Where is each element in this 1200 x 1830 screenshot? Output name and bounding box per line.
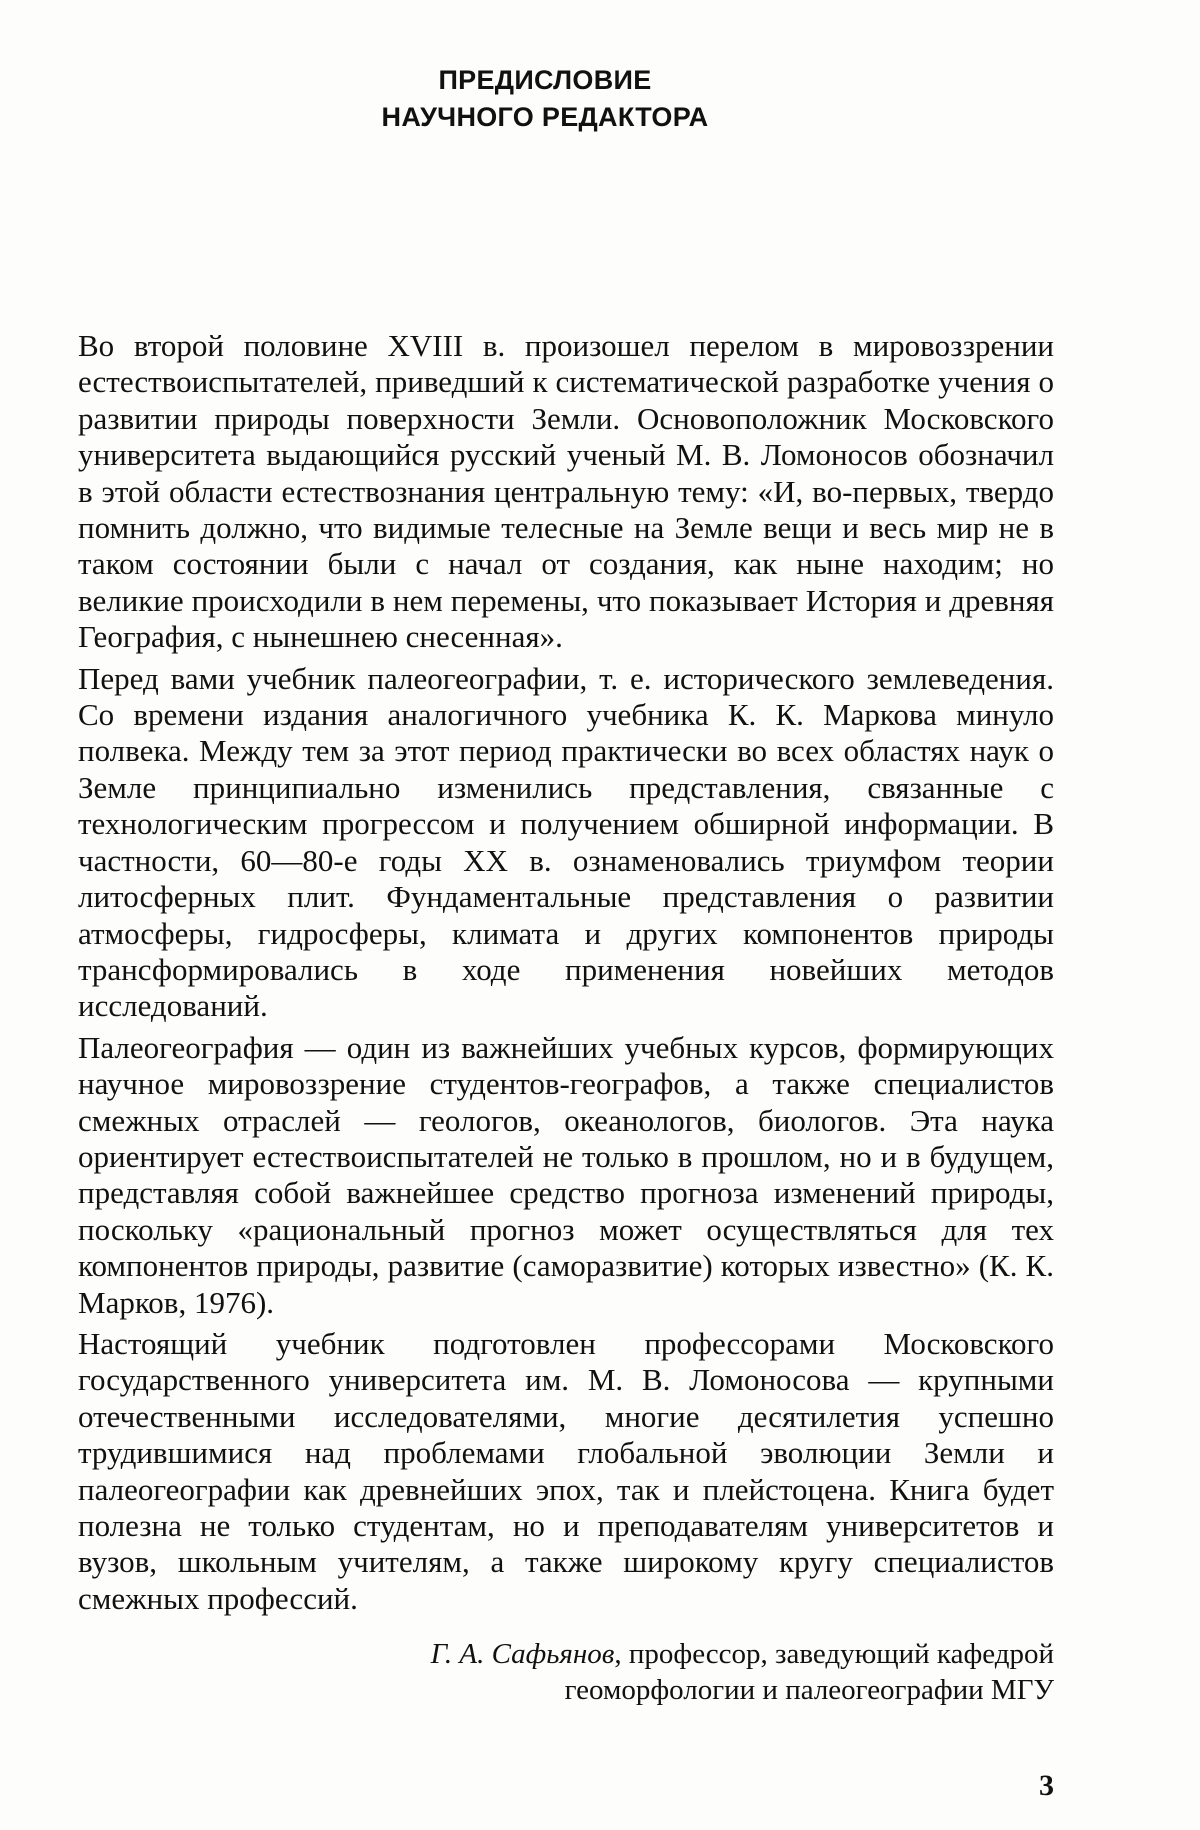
signature-line-1 xyxy=(300,1636,1054,1672)
paragraph-1: Во второй половине XVIII в. произошел перелом в мировоззрении естествоиспытателей, приведший к систематической разработке учения о развитии природы поверхности Земли. Основоположник Московского университета выдающийся русский ученый М. В. Ломоносов обозначил в этой области естествознания центральную тему: «И, во-первых, твердо помнить должно, что видимые телесные на Земле вещи и весь мир не в таком состоянии были с начал от создания, как ныне находим; но великие происходили в нем перемены, что показывает История и древняя География, с нынешнею снесенная». xyxy=(78,328,1054,655)
paragraph-4: Настоящий учебник подготовлен профессорами Московского государственного университета им. М. В. Ломоносова — крупными отечественными исследователями, многие десятилетия успешно трудившимися над проблемами глобальной эволюции Земли и палеогеографии как древнейших эпох, так и плейстоцена. Книга будет полезна не только студентам, но и преподавателям университетов и вузов, школьным учителям, а также широкому кругу специалистов смежных профессий. xyxy=(78,1325,1054,1616)
heading-line-1: ПРЕДИСЛОВИЕ xyxy=(438,65,652,95)
author-name: Г. А. Сафьянов xyxy=(430,1638,615,1670)
paragraph-3: Палеогеография — один из важнейших учебных курсов, формирующих научное мировоззрение студентов-географов, а также специалистов смежных отраслей — геологов, океанологов, биологов. Эта наука ориентирует естествоиспытателей не только в прошлом, но и в будущем, представляя собой важнейшее средство прогноза изменений природы, поскольку «рациональный прогноз может осуществляться для тех компонентов природы, развитие (саморазвитие) которых известно» (К. К. Марков, 1976). xyxy=(78,1029,1054,1320)
heading-line-2: НАУЧНОГО РЕДАКТОРА xyxy=(381,102,709,132)
body-text xyxy=(78,328,1054,1622)
section-heading xyxy=(0,62,1090,136)
author-signature xyxy=(300,1636,1054,1708)
author-title-part-1: , профессор, заведующий кафедрой xyxy=(614,1638,1054,1670)
paragraph-2: Перед вами учебник палеогеографии, т. е. исторического землеведения. Со времени издания аналогичного учебника К. К. Маркова минуло полвека. Между тем за этот период практически во всех областях наук о Земле принципиально изменились представления, связанные с технологическим прогрессом и получением обширной информации. В частности, 60—80-е годы XX в. ознаменовались триумфом теории литосферных плит. Фундаментальные представления о развитии атмосферы, гидросферы, климата и других компонентов природы трансформировались в ходе применения новейших методов исследований. xyxy=(78,660,1054,1024)
page-number: 3 xyxy=(1039,1769,1054,1802)
author-title-part-2: геоморфологии и палеогеографии МГУ xyxy=(564,1674,1054,1706)
